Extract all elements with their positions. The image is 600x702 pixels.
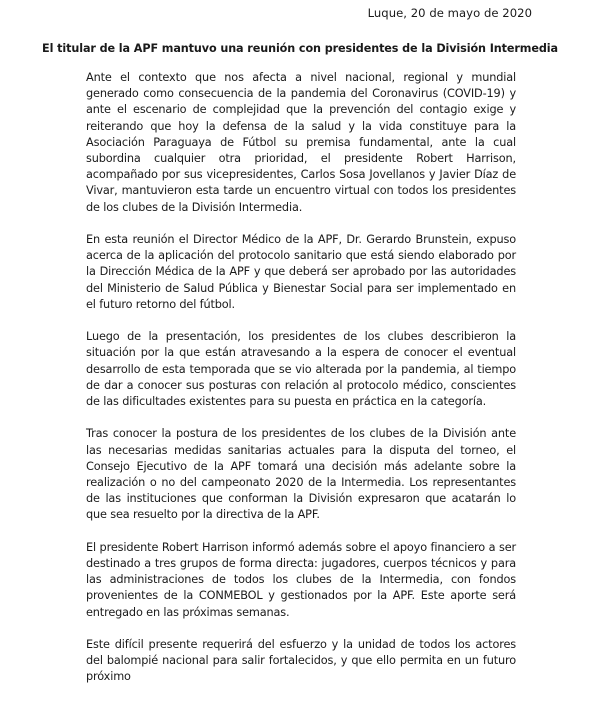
dateline: Luque, 20 de mayo de 2020 bbox=[367, 6, 532, 20]
paragraph: Ante el contexto que nos afecta a nivel nacional, regional y mundial generado como consecuencia de la pandemia del Coronavirus (COVID-19) y ante el escenario de complejidad que la prevención del contagio exige y reiterando que hoy la defensa de la salud y la vida constituye para la Asociación Paraguaya de Fútbol su premisa fundamental, ante la cual subordina cualquier otra prioridad, el presidente Robert Harrison, acompañado por sus vicepresidentes, Carlos Sosa Jovellanos y Javier Díaz de Vivar, mantuvieron esta tarde un encuentro virtual con todos los presidentes de los clubes de la División Intermedia. bbox=[86, 71, 516, 214]
paragraph: Luego de la presentación, los presidentes de los clubes describieron la situación por la que están atravesando a la espera de conocer el eventual desarrollo de esta temporada que se vio alterada por la pandemia, al tiempo de dar a conocer sus posturas con relación al protocolo médico, conscientes de las dificultades existentes para su puesta en práctica en la categoría. bbox=[86, 330, 516, 409]
paragraph: El presidente Robert Harrison informó además sobre el apoyo financiero a ser destinado a tres grupos de forma directa: jugadores, cuerpos técnicos y para las administraciones de todos los clubes de la Intermedia, con fondos provenientes de la CONMEBOL y gestionados por la APF. Este aporte será entregado en las próximas semanas. bbox=[86, 540, 516, 619]
paragraph: Tras conocer la postura de los presidentes de los clubes de la División ante las necesarias medidas sanitarias actuales para la disputa del torneo, el Consejo Ejecutivo de la APF tomará una decisión más adelante sobre la realización o no del campeonato 2020 de la Intermedia. Los representantes de las instituciones que conforman la División expresaron que acatarán lo que sea resuelto por la directiva de la APF. bbox=[86, 427, 516, 522]
paragraph: Este difícil presente requerirá del esfuerzo y la unidad de todos los actores del balompié nacional para salir fortalecidos, y que ello permita en un futuro próximo bbox=[86, 638, 516, 684]
document-title: El titular de la APF mantuvo una reunión con presidentes de la División Intermedia bbox=[42, 42, 558, 55]
document-body bbox=[86, 70, 516, 702]
paragraph: En esta reunión el Director Médico de la APF, Dr. Gerardo Brunstein, expuso acerca de la aplicación del protocolo sanitario que está siendo elaborado por la Dirección Médica de la APF y que deberá ser aprobado por las autoridades del Ministerio de Salud Pública y Bienestar Social para ser implementado en el futuro retorno del fútbol. bbox=[86, 233, 516, 311]
